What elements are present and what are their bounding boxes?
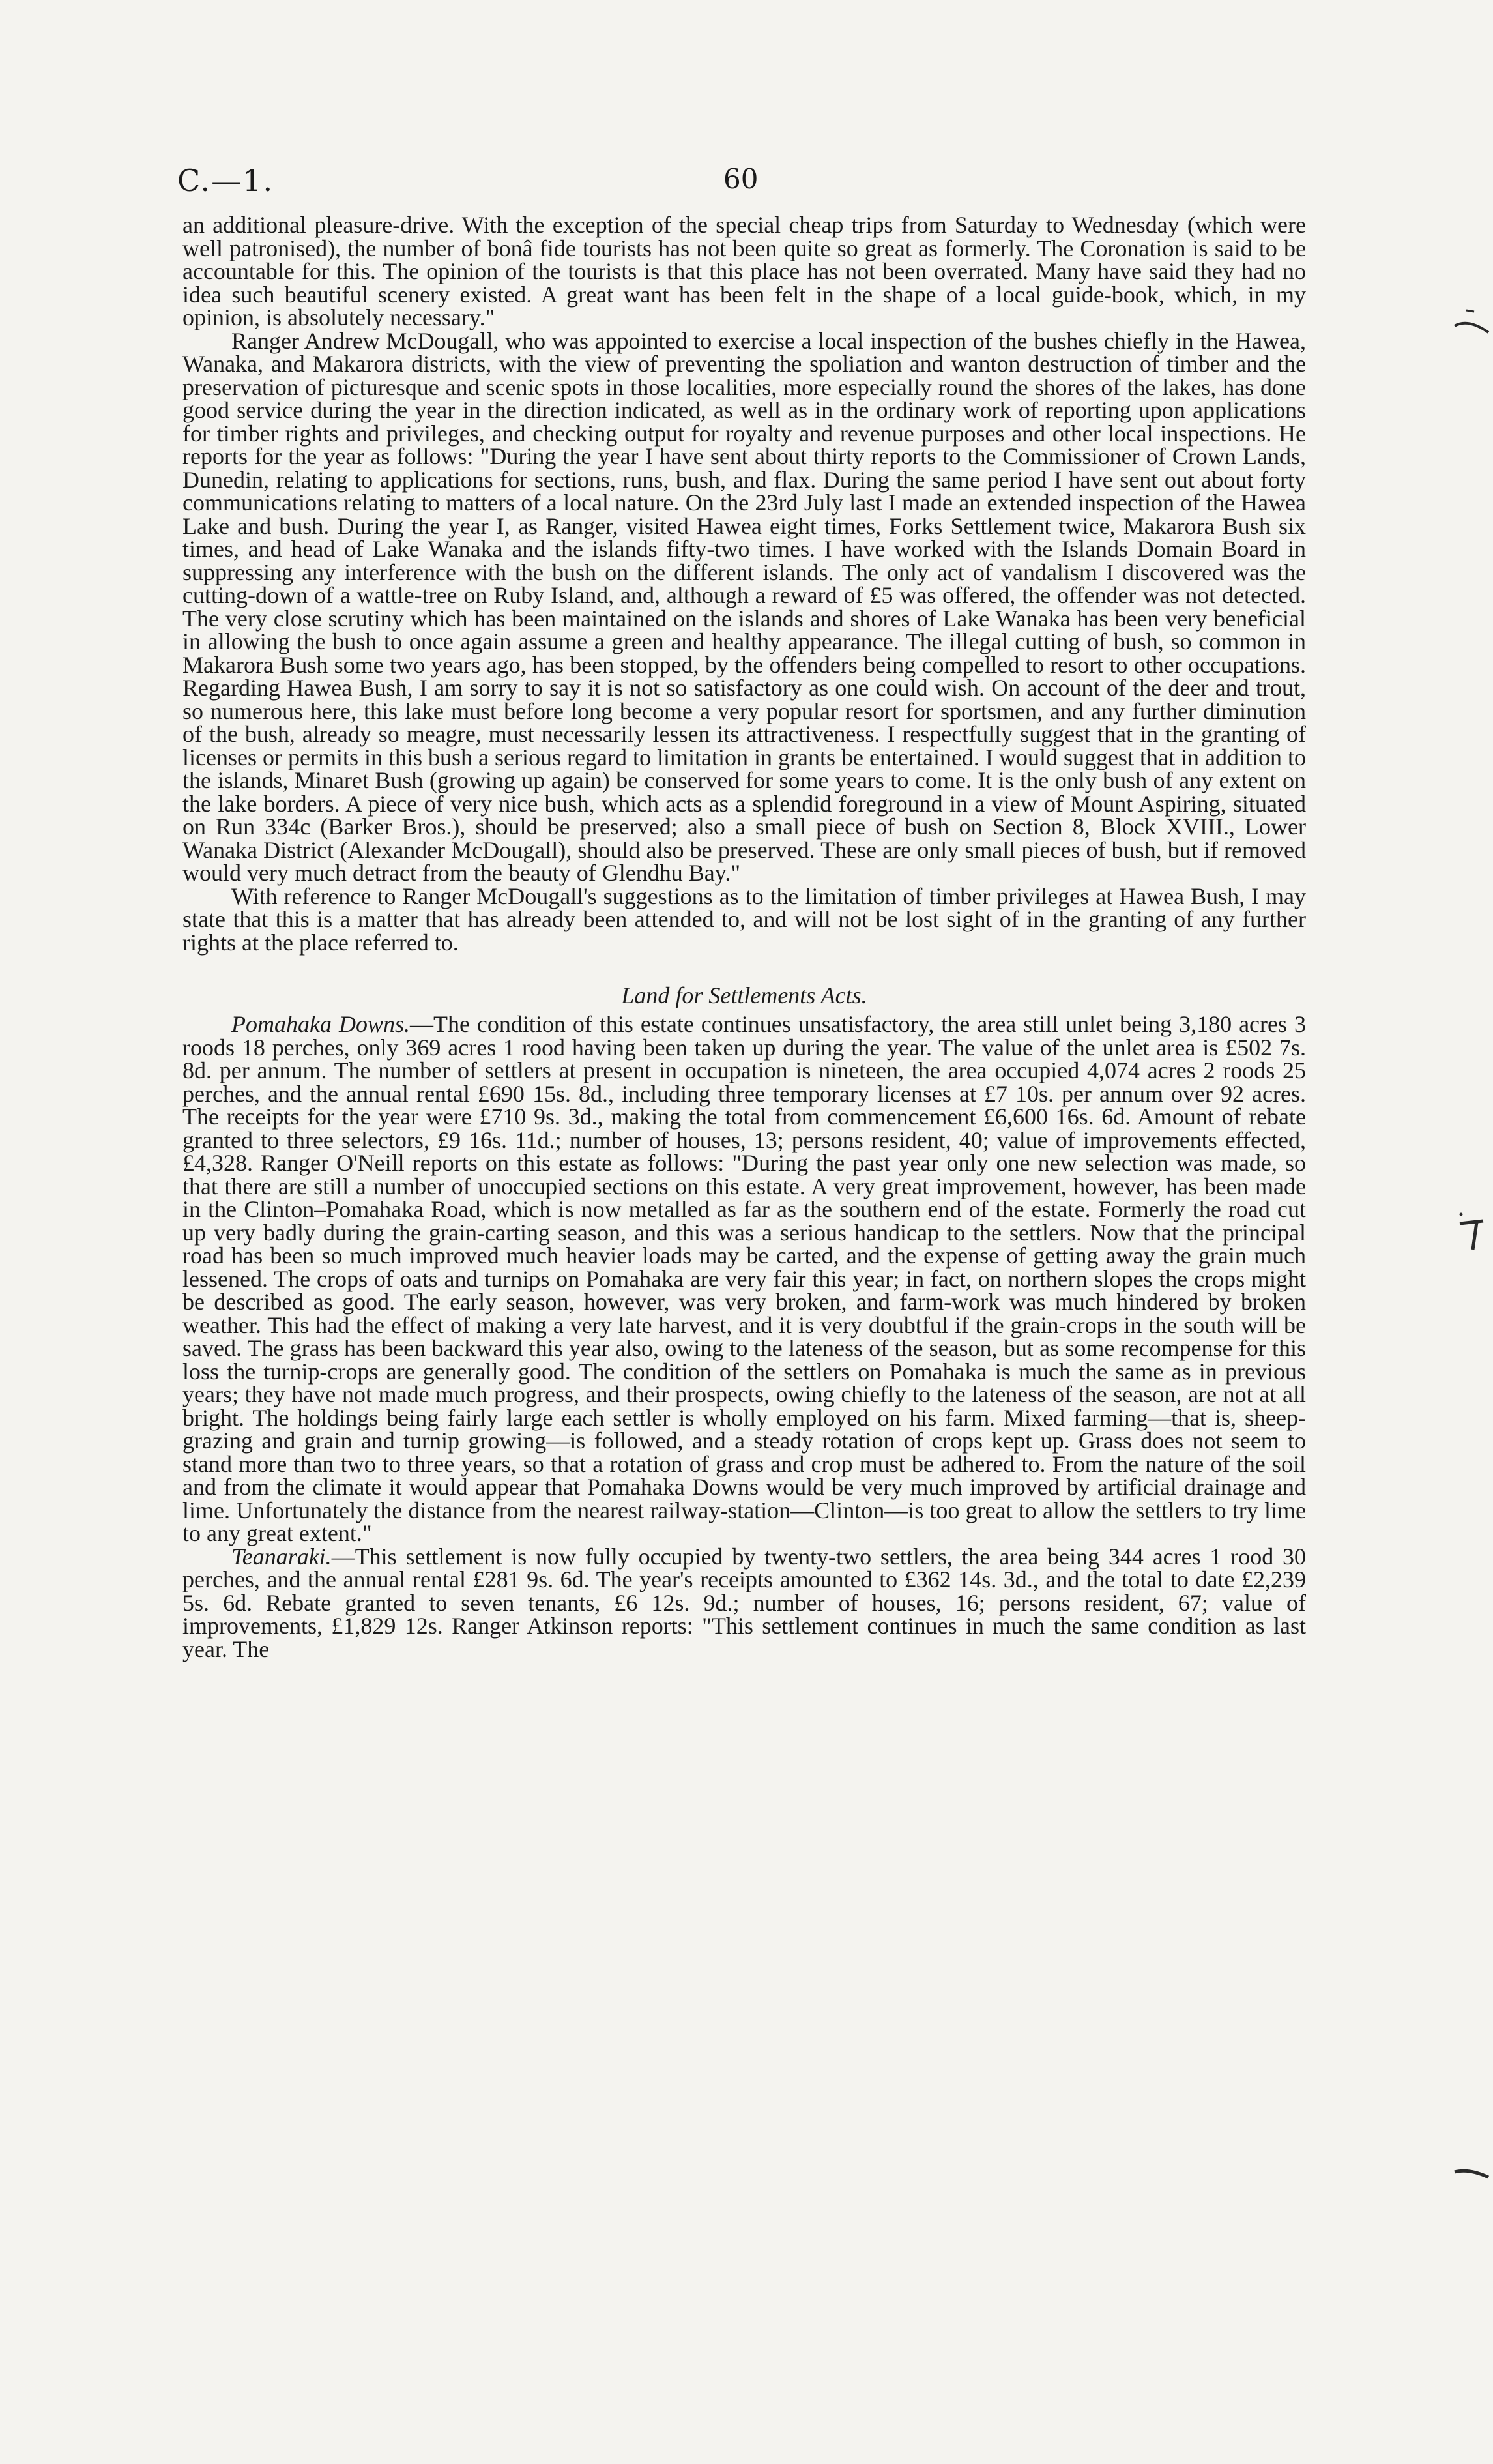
paragraph-teanaraki xyxy=(182,1543,1306,1662)
margin-mark-top xyxy=(1452,306,1491,339)
run-in-title-pomahaka: Pomahaka Downs. xyxy=(231,1011,410,1037)
margin-mark-bottom xyxy=(1453,2163,1490,2182)
paragraph-pomahaka-text: —The condition of this estate continues unsatisfactory, the area still unlet being 3,180 acres 3 roods 18 perches, only 369 acres 1 rood having been taken up during the year. The value of the unlet area is £502 7s. 8d. per annum. The number of settlers at present in occupation is nineteen, the area occupied 4,074 acres 2 roods 25 perches, and the annual rental £690 15s. 8d., including three temporary licenses at £7 10s. per annum over 92 acres. The receipts for the year were £710 9s. 3d., making the total from commencement £6,600 16s. 6d. Amount of rebate granted to three selectors, £9 16s. 11d.; number of houses, 13; persons resident, 40; value of improvements effected, £4,328. Ranger O'Neill reports on this estate as follows: "During the past year only one new selection was made, so that there are still a number of unoccupied sections on this estate. A very great improvement, however, has been made in the Clinton–Pomahaka Road, which is now metalled as far as the southern end of the estate. Formerly the road cut up very badly during the grain-carting season, and this was a serious handicap to the settlers. Now that the principal road has been so much improved much heavier loads may be carted, and the expense of getting away the grain much lessened. The crops of oats and turnips on Pomahaka are very fair this year; in fact, on northern slopes the crops might be described as good. The early season, however, was very broken, and farm-work was much hindered by broken weather. This had the effect of making a very late harvest, and it is very doubtful if the grain-crops in the south will be saved. The grass has been backward this year also, owing to the lateness of the season, but as some recompense for this loss the turnip-crops are generally good. The condition of the settlers on Pomahaka is much the same as in previous years; they have not made much progress, and their prospects, owing chiefly to the lateness of the season, are not at all bright. The holdings being fairly large each settler is wholly employed on his farm. Mixed farming—that is, sheep-grazing and grain and turnip growing—is followed, and a steady rotation of crops kept up. Grass does not seem to stand more than two to three years, so that a rotation of grass and crop must be adhered to. From the nature of the soil and from the climate it would appear that Pomahaka Downs would be very much improved by artificial drainage and lime. Unfortunately the distance from the nearest railway-station—Clinton—is too great to allow the settlers to try lime to any great extent." xyxy=(182,1011,1306,1546)
paragraph-tourists-continued: an additional pleasure-drive. With the exception of the special cheap trips from Saturday to Wednesday (which were well patronised), the number of bonâ fide tourists has not been quite so great as formerly. The Coronation is said to be accountable for this. The opinion of the tourists is that this place has not been overrated. Many have said they had no idea such beautiful scenery existed. A great want has been felt in the shape of a local guide-book, which, in my opinion, is absolutely necessary." xyxy=(182,212,1306,330)
page-header xyxy=(177,163,1306,209)
section-heading: Land for Settlements Acts. xyxy=(621,982,867,1008)
margin-mark-middle xyxy=(1457,1209,1486,1255)
run-in-title-teanaraki: Teanaraki. xyxy=(231,1543,332,1570)
page-number: 60 xyxy=(723,163,759,195)
paragraph-pomahaka-downs xyxy=(182,1013,1306,1546)
paragraph-timber-privileges: With reference to Ranger McDougall's suggestions as to the limitation of timber privileges at Hawea Bush, I may state that this is a matter that has already been attended to, and will not be lost sight of in the granting of any further rights at the place referred to. xyxy=(182,883,1306,956)
body-text xyxy=(182,214,1306,1661)
paragraph-ranger-mcdougall: Ranger Andrew McDougall, who was appointed to exercise a local inspection of the bushes chiefly in the Hawea, Wanaka, and Makarora districts, with the view of preventing the spoliation and wanton destruction of timber and the preservation of picturesque and scenic spots in those localities, more especially round the shores of the lakes, has done good service during the year in the direction indicated, as well as in the ordinary work of reporting upon applications for timber rights and privileges, and checking output for royalty and revenue purposes and other local inspections. He reports for the year as follows: "During the year I have sent about thirty reports to the Commissioner of Crown Lands, Dunedin, relating to applications for sections, runs, bush, and flax. During the same period I have sent out about forty communications relating to matters of a local nature. On the 23rd July last I made an extended inspection of the Hawea Lake and bush. During the year I, as Ranger, visited Hawea eight times, Forks Settlement twice, Makarora Bush six times, and head of Lake Wanaka and the islands fifty-two times. I have worked with the Islands Domain Board in suppressing any interference with the bush on the different islands. The only act of vandalism I discovered was the cutting-down of a wattle-tree on Ruby Island, and, although a reward of £5 was offered, the offender was not detected. The very close scrutiny which has been maintained on the islands and shores of Lake Wanaka has been very beneficial in allowing the bush to once again assume a green and healthy appearance. The illegal cutting of bush, so common in Makarora Bush some two years ago, has been stopped, by the offenders being compelled to resort to other occupations. Regarding Hawea Bush, I am sorry to say it is not so satisfactory as one could wish. On account of the deer and trout, so numerous here, this lake must before long become a very popular resort for sportsmen, and any further diminution of the bush, already so meagre, must necessarily lessen its attractiveness. I respectfully suggest that in the granting of licenses or permits in this bush a serious regard to limitation in grants be entertained. I would suggest that in addition to the islands, Minaret Bush (growing up again) be conserved for some years to come. It is the only bush of any extent on the lake borders. A piece of very nice bush, which acts as a splendid foreground in a view of Mount Aspiring, situated on Run 334c (Barker Bros.), should be preserved; also a small piece of bush on Section 8, Block XVIII., Lower Wanaka District (Alexander McDougall), should also be preserved. These are only small pieces of bush, but if removed would very much detract from the beauty of Glendhu Bay." xyxy=(182,327,1306,886)
paragraph-teanaraki-text: —This settlement is now fully occupied by twenty-two settlers, the area being 344 acres 1 rood 30 perches, and the annual rental £281 9s. 6d. The year's receipts amounted to £362 14s. 3d., and the total to date £2,239 5s. 6d. Rebate granted to seven tenants, £6 12s. 9d.; number of houses, 16; persons resident, 67; value of improvements, £1,829 12s. Ranger Atkinson reports: "This settlement continues in much the same condition as last year. The xyxy=(182,1543,1306,1662)
document-id: C.—1. xyxy=(177,163,274,198)
document-page xyxy=(177,163,1306,1662)
